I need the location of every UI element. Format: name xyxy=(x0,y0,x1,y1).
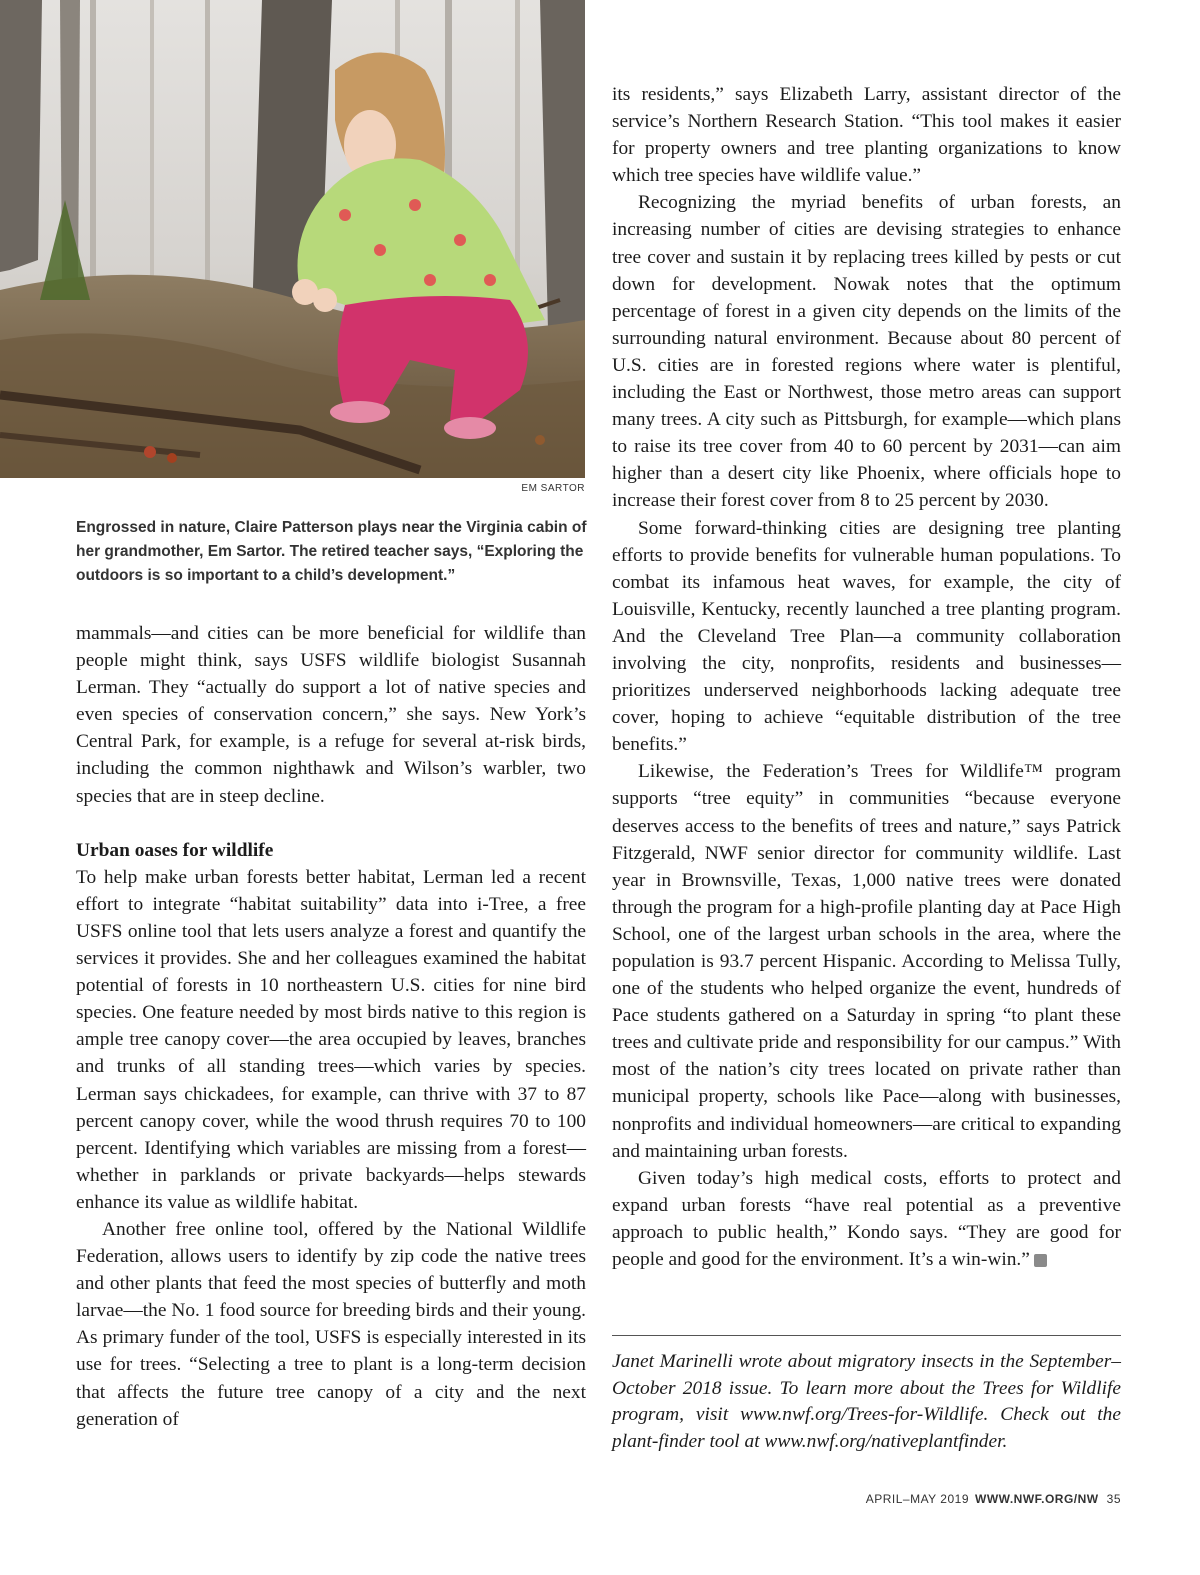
body-paragraph: its residents,” says Elizabeth Larry, assistant director of the service’s Northern Research Station. “This tool makes it easier for property owners and tree planting organizations to know which tree species have wildlife value.” xyxy=(612,84,1121,187)
body-paragraph: To help make urban forests better habitat, Lerman led a recent effort to integrate “habitat suitability” data into i-Tree, a free USFS online tool that lets users analyze a forest and quantify the services it provides. She and her colleagues examined the habitat potential of forests in 10 northeastern U.S. cities for nine bird species. One feature needed by most birds native to this region is ample tree canopy cover—the area occupied by leaves, branches and trunks of all standing trees—which varies by species. Lerman says chickadees, for example, can thrive with 37 to 87 percent canopy cover, while the wood thrush requires 70 to 100 percent. Identifying which variables are missing from a forest—whether in parklands or private backyards—helps stewards enhance its value as wildlife habitat. xyxy=(76,866,586,1213)
section-subhead: Urban oases for wildlife xyxy=(76,839,274,861)
right-column xyxy=(612,81,1121,1273)
closing-paragraph xyxy=(612,1165,1121,1273)
closing-text: Given today’s high medical costs, efforts to protect and expand urban forests “have real potential as a preventive approach to public health,” Kondo says. “They are good for people and good for the environment. It’s a win-win.” xyxy=(612,1167,1121,1271)
body-paragraph: Recognizing the myriad benefits of urban forests, an increasing number of cities are devising strategies to enhance tree cover and sustain it by replacing trees killed by pests or cut down for development. Nowak notes that the optimum percentage of forest in a given city depends on the limits of the surrounding natural environment. Because about 80 percent of U.S. cities are in forested regions where water is plentiful, including the East or Northwest, those metro areas can support many trees. A city such as Pittsburgh, for example—which plans to raise its tree cover from 40 to 60 percent by 2031—can aim higher than a desert city like Phoenix, where officials hope to increase their forest cover from 8 to 25 percent by 2030. xyxy=(612,192,1121,512)
left-column xyxy=(76,620,586,1433)
body-paragraph: mammals—and cities can be more beneficial for wildlife than people might think, says USFS wildlife biologist Susannah Lerman. They “actually do support a lot of native species and even species of conservation concern,” she says. New York’s Central Park, for example, is a refuge for several at-risk birds, including the common nighthawk and Wilson’s warbler, two species that are in steep decline. xyxy=(76,623,586,807)
author-bio: Janet Marinelli wrote about migratory insects in the September–October 2018 issue. To learn more about the Trees for Wildlife program, visit www.nwf.org/Trees-for-Wildlife. Check out the plant-finder tool at www.nwf.org/nativeplantfinder. xyxy=(612,1351,1121,1453)
end-mark-icon: W xyxy=(1034,1254,1047,1267)
website-link[interactable]: WWW.NWF.ORG/NW xyxy=(975,1492,1099,1506)
child-in-forest-illustration xyxy=(0,0,585,478)
body-paragraph: Some forward-thinking cities are designing tree planting efforts to provide benefits for vulnerable human populations. To combat its infamous heat waves, for example, the city of Louisville, Kentucky, recently launched a tree planting program. And the Cleveland Tree Plan—a community collaboration involving the city, nonprofits, residents and businesses—prioritizes underserved neighborhoods lacking adequate tree cover, hoping to achieve “equitable distribution of the tree benefits.” xyxy=(612,517,1121,756)
photo-caption: Engrossed in nature, Claire Patterson plays near the Virginia cabin of her grandmother, Em Sartor. The retired teacher says, “Exploring the outdoors is so important to a child’s development.” xyxy=(76,519,587,584)
body-paragraph: Likewise, the Federation’s Trees for Wildlife™ program supports “tree equity” in communities “because everyone deserves access to the benefits of trees and nature,” says Patrick Fitzgerald, NWF senior director for community wildlife. Last year in Brownsville, Texas, 1,000 native trees were donated through the program for a high-profile planting day at Pace High School, one of the largest urban schools in the area, where the population is 93.7 percent Hispanic. According to Melissa Tully, one of the students who helped organize the event, hundreds of Pace students gathered on a Saturday in spring “to plant these trees and cultivate pride and responsibility for our campus.” With most of the nation’s city trees located on private rather than municipal property, schools like Pace—along with businesses, nonprofits and individual homeowners—are critical to expanding and maintaining urban forests. xyxy=(612,761,1121,1162)
issue-date: APRIL–MAY 2019 xyxy=(865,1492,969,1506)
bio-divider xyxy=(612,1335,1121,1336)
photo-credit: EM SARTOR xyxy=(521,483,585,494)
body-paragraph: Another free online tool, offered by the National Wildlife Federation, allows users to identify by zip code the native trees and other plants that feed the most species of butterfly and moth larvae—the No. 1 food source for breeding birds and their young. As primary funder of the tool, USFS is especially interested in its use for trees. “Selecting a tree to plant is a long-term decision that affects the future tree canopy of a city and the next generation of xyxy=(76,1218,586,1430)
article-photo xyxy=(0,0,585,478)
page-number: 35 xyxy=(1106,1492,1121,1506)
page-footer xyxy=(760,1492,1121,1506)
